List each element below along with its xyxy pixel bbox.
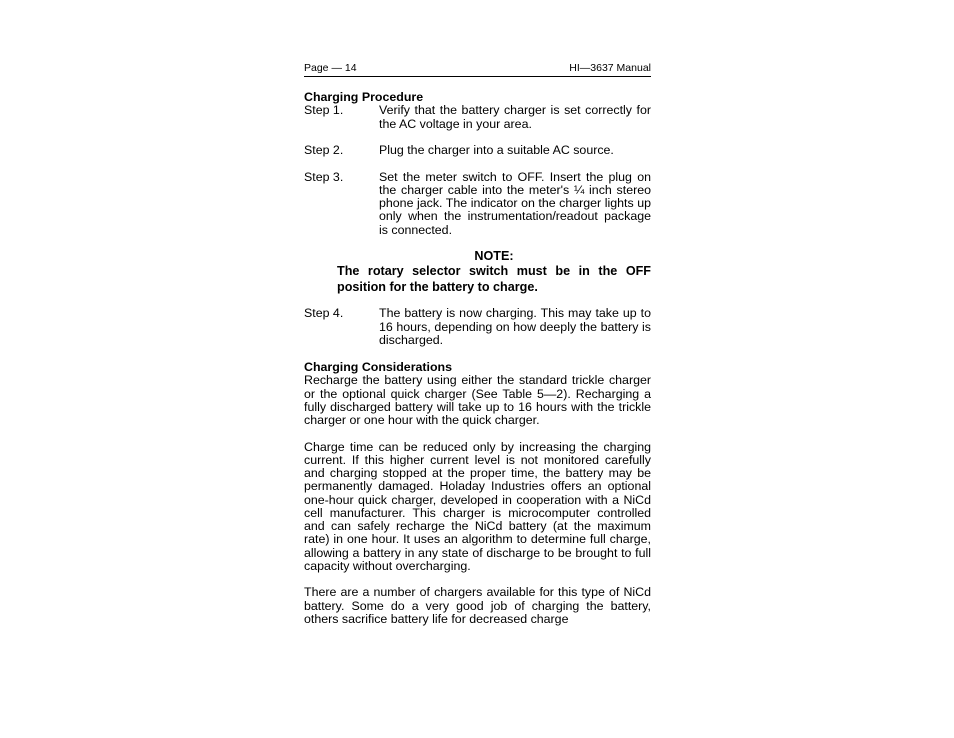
note-title: NOTE:: [474, 248, 514, 263]
step-label: Step 3.: [304, 169, 344, 184]
step-text: The battery is now charging. This may take up to 16 hours, depending on how deeply the battery is discharged.: [379, 306, 651, 347]
page-number: Page — 14: [304, 62, 357, 74]
step-2: [304, 144, 651, 157]
manual-page: [304, 62, 651, 626]
note-block: [337, 249, 651, 296]
step-text: Plug the charger into a suitable AC source.: [379, 143, 614, 157]
step-text: Verify that the battery charger is set correctly for the AC voltage in your area.: [379, 103, 651, 131]
charging-considerations-heading: Charging Considerations: [304, 360, 453, 374]
step-3: [304, 171, 651, 237]
step-4: [304, 307, 651, 347]
step-text: Set the meter switch to OFF. Insert the plug on the charger cable into the meter's ¼ inch stereo phone jack. The indicator on the charger lights up only when the instrumentation/readout package is connected.: [379, 169, 651, 237]
step-label: Step 1.: [304, 103, 344, 118]
paragraph: There are a number of chargers available for this type of NiCd battery. Some do a very good job of charging the battery, others sacrifice battery life for decreased charge: [304, 585, 651, 626]
step-label: Step 2.: [304, 143, 344, 157]
step-1: [304, 104, 651, 131]
paragraph: Recharge the battery using either the standard trickle charger or the optional quick charger (See Table 5—2). Recharging a fully discharged battery will take up to 16 hours with the trickle charger or one hour with the quick charger.: [304, 373, 651, 427]
charging-procedure-heading: Charging Procedure: [304, 90, 424, 104]
paragraph: Charge time can be reduced only by increasing the charging current. If this higher current level is not monitored carefully and charging stopped at the proper time, the battery may be permanently damaged. Holaday Industries offers an optional one-hour quick charger, developed in cooperation with a NiCd cell manufacturer. This charger is microcomputer controlled and can safely recharge the NiCd battery (at the maximum rate) in one hour. It uses an algorithm to determine full charge, allowing a battery in any state of discharge to be brought to full capacity without overcharging.: [304, 439, 651, 573]
note-body: The rotary selector switch must be in the OFF position for the battery to charge.: [337, 264, 651, 294]
page-header: [304, 62, 651, 77]
step-label: Step 4.: [304, 306, 344, 321]
manual-title: HI—3637 Manual: [569, 62, 651, 74]
